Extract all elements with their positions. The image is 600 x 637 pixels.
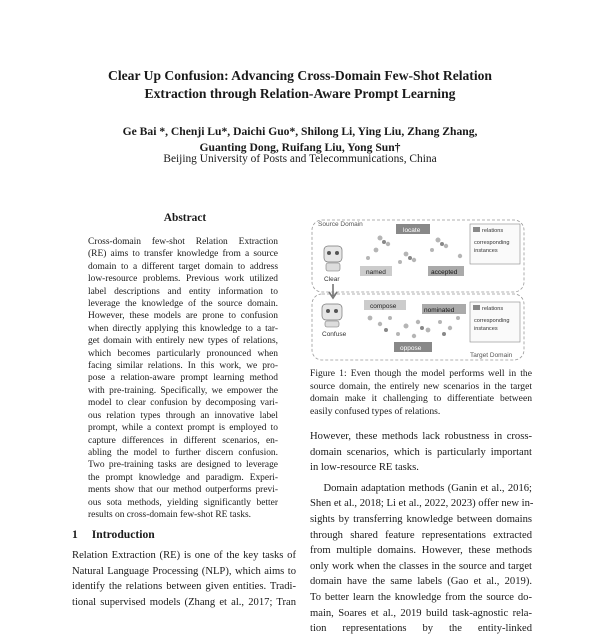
caption-line: easily confused types of relations. [310,405,441,417]
body-line: from multiple domains. However, these methods [310,545,532,557]
body-line: Domain adaptation methods (Ganin et al., 2016; [310,482,532,494]
abstract-line: capture differences in different scenarios, en- [88,435,278,446]
body-line: sights by transferring knowledge between domains [310,513,532,525]
authors-line-1: Ge Bai *, Chenji Lu*, Daichi Guo*, Shilong Li, Ying Liu, Zhang Zhang, [122,125,478,138]
abstract-line: However, these models are prone to confusion [88,311,278,322]
abstract-line: Cross-domain few-shot Relation Extraction [88,237,278,247]
intro-line: identify the relations between given entities. Tradi- [72,581,296,593]
introduction-body [72,548,296,610]
target-domain-label: Target Domain [470,352,513,359]
abstract-line: facing similar relations. In this work, we pro- [88,361,278,372]
caption-line: domain make it challenging to differentiate between [310,393,532,405]
body-line: in low-resource RE tasks. [310,462,419,474]
source-legend-corresponding: corresponding [474,240,510,246]
body-line: main, Soares et al., 2019 build task-agnostic rela- [310,607,532,619]
abstract-line: Two pre-training tasks are designed to leverage [88,460,278,471]
source-legend-instances: instances [474,248,498,254]
body-line: However, these methods lack robustness in cross- [310,431,532,442]
abstract-line: model to clear confusion by decomposing vari- [88,398,278,409]
target-instance-dots [368,316,460,339]
figure-1-caption [310,368,532,418]
abstract-line: ous sota methods, yielding significantly better [88,497,278,508]
body-line: Shen et al., 2018; Li et al., 2022, 2023) offer new in- [310,498,534,510]
right-column-body [310,429,532,637]
robot-clear-icon [324,246,342,271]
source-domain-label: Source Domain [318,221,363,228]
source-instance-dots [366,236,462,265]
abstract-line: when directly applying this knowledge to a tar- [88,323,278,334]
abstract-line: which becomes particularly pronounced when [88,348,278,359]
target-legend-relations: relations [482,306,504,312]
abstract-line: with pre-training. Specifically, we empower the [88,385,278,396]
abstract-body [88,236,278,521]
target-legend-instances: instances [474,326,498,332]
paper-title [40,67,560,103]
intro-line: tional supervised models (Zhang et al., 2017; Tran [72,596,296,608]
abstract-line: the prompt knowledge and paradigm. Experi- [88,472,278,483]
intro-line: Relation Extraction (RE) is one of the key tasks of [72,550,296,561]
body-line: through shared feature representations extracted [310,529,532,541]
authors-line-2: Guanting Dong, Ruifang Liu, Yong Sun† [199,141,401,154]
target-legend-relation-swatch [473,305,480,310]
section-title: Introduction [91,528,155,541]
abstract-line: get domain with entirely new types of relations, [88,336,278,347]
abstract-line: pose a relation-aware prompt learning method [88,373,278,384]
abstract-line: ous relation types through an innovative label [88,410,278,421]
intro-line: Natural Language Processing (NLP), which aims to [72,565,296,577]
abstract-line: label descriptions and entity information to [88,286,278,297]
robot-confuse-icon [322,304,342,327]
abstract-heading: Abstract [163,212,207,224]
compose-label: compose [370,303,397,310]
figure-1 [310,214,534,364]
source-legend-relation-swatch [473,227,480,232]
body-line: domain have the same labels (Gao et al., 2019). [310,576,532,588]
caption-line: source domain, the entirely new scenarios in the target [310,380,532,392]
title-line-2: Extraction through Relation-Aware Prompt Learning [144,86,456,101]
section-number: 1 [72,528,78,541]
abstract-line: domain to a different target domain to address [88,261,278,272]
section-heading-introduction [72,528,169,541]
named-label: named [366,269,386,276]
body-line: only work when the classes in the source and target [310,560,532,572]
body-line: tion representations by the entity-linked [310,623,532,635]
target-legend-corresponding: corresponding [474,318,510,324]
abstract-line: (RE) aims to transfer knowledge from a source [88,249,278,260]
paragraph-domain-adaptation [310,481,532,637]
abstract-line: prompt, while a context prompt is employed to [88,423,278,434]
accepted-label: accepted [431,269,458,276]
locate-label: locate [403,227,421,234]
figure-1-diagram [310,214,534,364]
title-line-1: Clear Up Confusion: Advancing Cross-Domain Few-Shot Relation [108,68,492,83]
affiliation: Beijing University of Posts and Telecommunications, China [163,153,437,165]
down-arrow-icon [329,284,337,298]
abstract-line: low-resource problems. Previous work utilized [88,274,278,285]
confuse-label: Confuse [322,331,347,338]
clear-label: Clear [324,276,340,283]
abstract-line: results on cross-domain few-shot RE tasks. [88,509,252,520]
body-line: To better learn the knowledge from the source do- [310,591,532,603]
paragraph-robustness [310,429,532,476]
source-instance-dots-dark [382,240,444,260]
source-legend-relations: relations [482,228,504,234]
caption-line: Figure 1: Even though the model performs well in the [310,368,532,379]
nominated-label: nominated [424,307,455,314]
abstract-line: leverage the knowledge of the source domain. [88,299,278,310]
oppose-label: oppose [400,345,422,352]
body-line: domain scenarios, which is particularly important [310,446,532,458]
abstract-line: ments show that our method outperforms previ- [88,485,278,496]
abstract-line: abling the model to further discern confusion. [88,447,278,458]
